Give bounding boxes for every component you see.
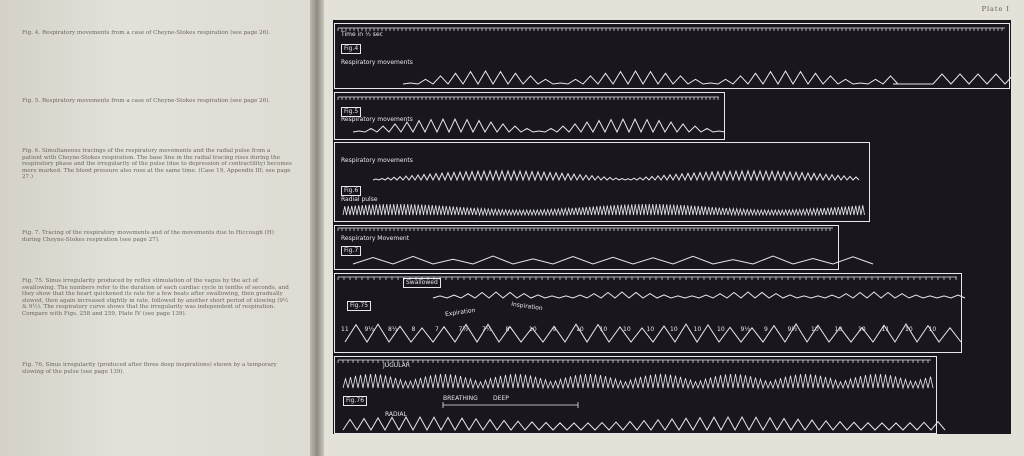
panel-fig-76 bbox=[334, 356, 937, 434]
cycle-duration-number: 9 bbox=[764, 326, 768, 333]
jugular-label: JUGULAR bbox=[383, 362, 410, 369]
cycle-duration-number: 10 bbox=[529, 326, 537, 333]
caption-fig-number: Fig. 7. bbox=[22, 230, 41, 236]
cycle-duration-number: 10 bbox=[670, 326, 678, 333]
fig-6-top-trace-label: Respiratory movements bbox=[341, 157, 413, 164]
fig-5-label: Fig.5 bbox=[341, 107, 361, 117]
cycle-duration-number: 10 bbox=[623, 326, 631, 333]
cycle-duration-number: 10 bbox=[599, 326, 608, 333]
caption-fig-7 bbox=[22, 230, 292, 243]
caption-fig-4 bbox=[22, 30, 292, 37]
caption-fig-number: Fig. 76. bbox=[22, 362, 44, 368]
caption-text: Respiratory movements from a case of Cheyne-Stokes respiration (see page 26). bbox=[41, 98, 271, 104]
cycle-duration-number: 10 bbox=[905, 326, 913, 333]
fig-4-trace-label: Respiratory movements bbox=[341, 59, 413, 66]
inspiration-label: Inspiration bbox=[510, 300, 544, 313]
caption-fig-5 bbox=[22, 98, 292, 105]
cycle-duration-number: 11 bbox=[881, 326, 890, 333]
plate-label: Plate I bbox=[981, 5, 1010, 13]
cycle-duration-number: 9½ bbox=[787, 326, 798, 333]
fig-6-bottom-trace-label: Radial pulse bbox=[341, 196, 378, 203]
cycle-duration-number: 10 bbox=[693, 326, 702, 333]
expiration-label: Expiration bbox=[444, 306, 476, 319]
cycle-duration-number: 10 bbox=[717, 326, 725, 333]
caption-text: Sinus irregularity (produced after three deep inspirations) shown by a temporary slowing of the pulse (see page 139). bbox=[22, 362, 277, 375]
cycle-duration-number: 10 bbox=[834, 326, 843, 333]
fig-4-label: Fig.4 bbox=[341, 44, 361, 54]
caption-text: Tracing of the respiratory movements and of the movements due to Hiccough (H) during Cheyne-Stokes respiration (see page 27). bbox=[22, 230, 274, 243]
fig-76-label: Fig.76 bbox=[343, 396, 367, 406]
cycle-duration-number: 7½ bbox=[482, 326, 492, 333]
cycle-duration-number: 9 bbox=[552, 326, 557, 333]
caption-fig-76 bbox=[22, 362, 292, 375]
cycle-duration-number: 8 bbox=[411, 326, 416, 333]
fig-75-label: Fig.75 bbox=[347, 301, 371, 311]
panel-fig-6 bbox=[334, 142, 870, 222]
deep-label: DEEP bbox=[493, 395, 509, 402]
caption-fig-number: Fig. 4. bbox=[22, 30, 41, 36]
caption-text: Sinus irregularity produced by reflex stimulation of the vagus by the act of swallowing. The numbers refer to the duration of each cardiac cycle in tenths of seconds, and they show that the heart quickened its rate for a few beats after swallowing, then gradually slowed, then again increased slightly in rate, followed by another short period of slowing (9½ & 9½). The respiratory curve shows that the irregularity was independent of respiration. Compare with Figs. 258 and 259, Plate IV (see page 139). bbox=[22, 278, 289, 317]
time-label: Time in ⅕ sec bbox=[341, 31, 383, 38]
cycle-duration-number: 10 bbox=[811, 326, 819, 333]
left-page bbox=[0, 0, 318, 456]
book-spine bbox=[310, 0, 324, 456]
cycle-duration-number: 8½ bbox=[388, 326, 398, 333]
caption-fig-number: Fig. 5. bbox=[22, 98, 41, 104]
panel-fig-7 bbox=[334, 225, 839, 270]
fig-5-trace-label: Respiratory movements bbox=[341, 116, 413, 123]
cycle-duration-number: 11 bbox=[341, 326, 349, 333]
caption-fig-number: Fig. 75. bbox=[22, 278, 44, 284]
fig-7-trace-label: Respiratory Movement bbox=[341, 235, 410, 242]
cycle-duration-number: 7 bbox=[435, 326, 439, 333]
caption-fig-75 bbox=[22, 278, 292, 318]
fig-6-label: Fig.6 bbox=[341, 186, 361, 196]
cycle-duration-number: 9½ bbox=[364, 326, 375, 333]
panel-fig-4 bbox=[334, 23, 1010, 89]
radial-label: RADIAL bbox=[385, 411, 407, 418]
cycle-duration-number: 10 bbox=[858, 326, 866, 333]
caption-fig-6 bbox=[22, 148, 292, 181]
cycle-duration-number: 10 bbox=[576, 326, 584, 333]
plate-tracings bbox=[333, 20, 1011, 434]
swallowed-label: Swallowed bbox=[403, 278, 441, 288]
cycle-duration-number: 7½ bbox=[458, 326, 469, 333]
cycle-duration-number: 9½ bbox=[740, 326, 751, 333]
cycle-duration-number: 8 bbox=[505, 326, 510, 333]
fig-7-label: Fig.7 bbox=[341, 246, 361, 256]
cycle-duration-number: 10 bbox=[928, 326, 937, 333]
caption-text: Simultaneous tracings of the respiratory movements and the radial pulse from a patient with Cheyne-Stokes respiration. The base line in the radial tracing rises during the respiratory phase and the irregularity of the pulse (due to depression of contractility) becomes more marked. The blood pressure also rose at the same time. (Case 19, Appendix III; see page 27.) bbox=[22, 148, 292, 181]
breathing-label: BREATHING bbox=[443, 395, 478, 402]
caption-fig-number: Fig. 6. bbox=[22, 148, 41, 154]
cycle-duration-number: 10 bbox=[646, 326, 655, 333]
caption-text: Respiratory movements from a case of Cheyne-Stokes respiration (see page 26). bbox=[41, 30, 271, 36]
